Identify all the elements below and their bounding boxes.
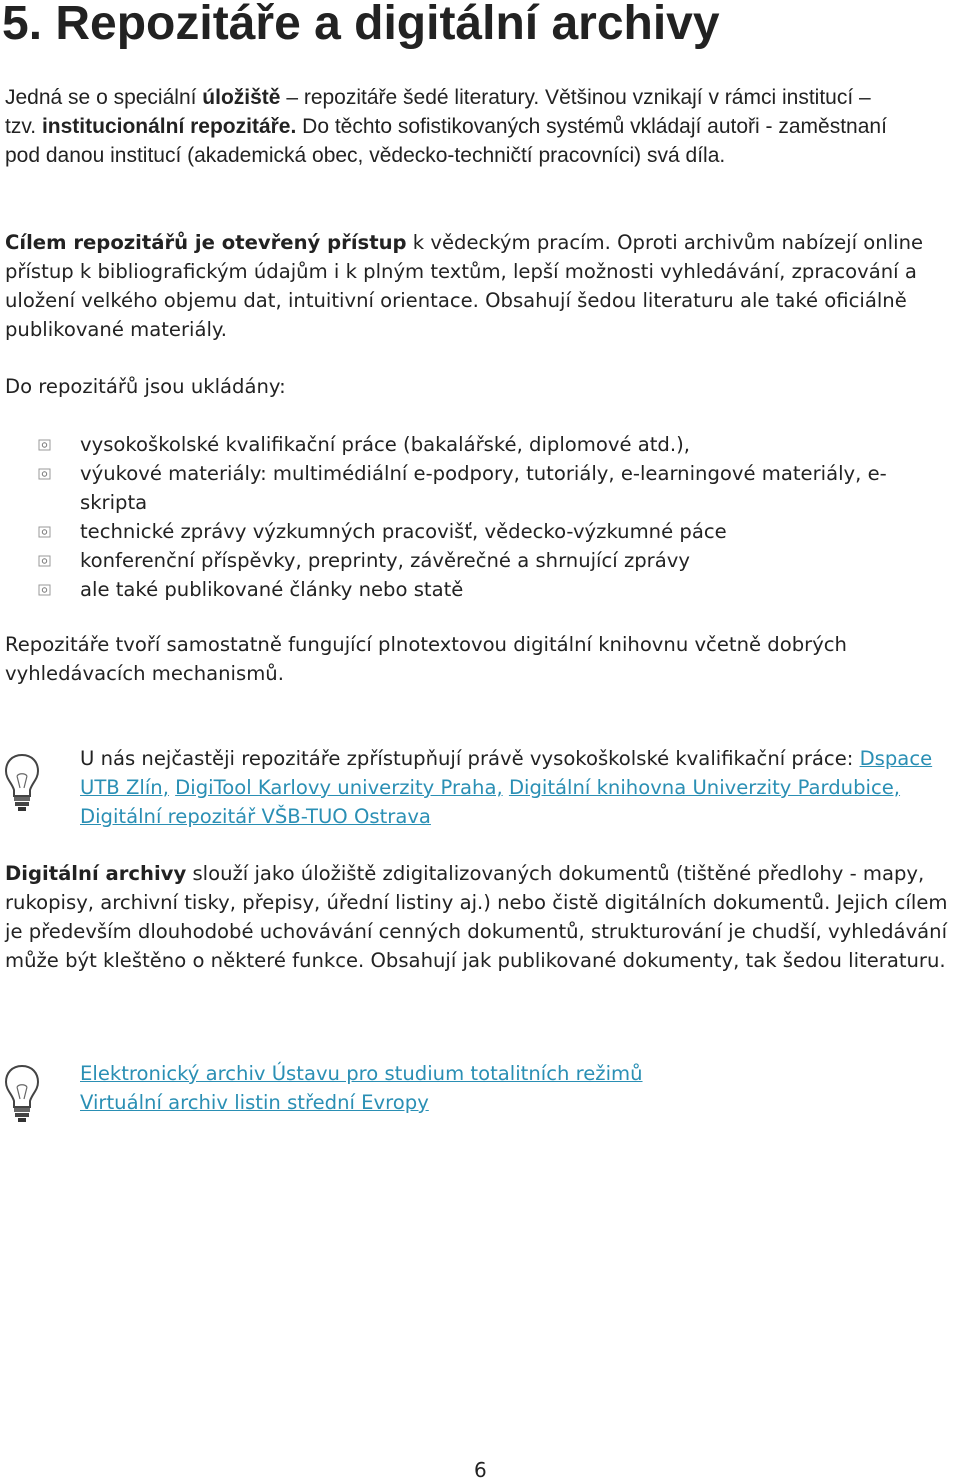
stored-items-list: [38, 430, 953, 604]
link-virtualni-archiv-listin[interactable]: Virtuální archiv listin střední Evropy: [80, 1091, 429, 1114]
list-item: výukové materiály: multimédiální e-podpory, tutoriály, e-learningové materiály, e-skripta: [38, 459, 953, 517]
lightbulb-icon: [2, 1063, 42, 1125]
list-item: technické zprávy výzkumných pracovišť, vědecko-výzkumné páce: [38, 517, 953, 546]
page-title: 5. Repozitáře a digitální archivy: [2, 0, 720, 50]
bullet-icon: [38, 438, 52, 452]
link-dspace-utb[interactable]: Dspace UTB Zlín,: [80, 747, 933, 799]
intro-paragraph: [5, 83, 905, 170]
goal-paragraph: [5, 228, 960, 344]
link-archiv-ustr[interactable]: Elektronický archiv Ústavu pro studium totalitních režimů: [80, 1062, 643, 1085]
goal-text-1: k vědeckým pracím.: [406, 231, 611, 254]
tip-university-repositories: U nás nejčastěji repozitáře zpřístupňují právě vysokoškolské kvalifikační práce: Dspace UTB Zlín, DigiTool Karlovy univerzity Praha, Digitální knihovna Univerzity Pardubice, Digitální repozitář VŠB-TUO Ostrava: [80, 747, 933, 828]
goal-bold: Cílem repozitářů je otevřený přístup: [5, 231, 407, 254]
intro-text-1: Jedná se o speciální: [5, 86, 203, 109]
repository-summary: Repozitáře tvoří samostatně fungující plnotextovou digitální knihovnu včetně dobrých vyhledávacích mechanismů.: [5, 633, 847, 685]
bullet-icon: [38, 467, 52, 481]
intro-bold-institutional: institucionální repozitáře.: [41, 115, 297, 138]
lightbulb-icon: [2, 752, 42, 814]
list-item: konferenční příspěvky, preprinty, závěrečné a shrnující zprávy: [38, 546, 953, 575]
tip-archives-links: [80, 1059, 950, 1117]
list-item: ale také publikované články nebo statě: [38, 575, 953, 604]
list-intro: Do repozitářů jsou ukládány:: [5, 375, 286, 398]
goal-text-2: Oproti archivům nabízejí online přístup k bibliografickým údajům i k plným textům, lepší možnosti vyhledávání, zpracování a uložení velkého objemu dat, intuitivní orientace. Obsahují šedou literaturu ale také oficiálně publikované materiály.: [5, 231, 924, 341]
bullet-icon: [38, 554, 52, 568]
intro-bold-storage: úložiště: [202, 86, 281, 109]
list-item: vysokoškolské kvalifikační práce (bakalářské, diplomové atd.),: [38, 430, 953, 459]
intro-text-3: Do těchto sofistikovaných systémů vkládají autoři - zaměstnaní pod danou institucí (akademická obec, vědecko-techničtí pracovníci) svá díla.: [5, 115, 887, 167]
archives-bold: Digitální archivy: [5, 862, 187, 885]
bullet-icon: [38, 525, 52, 539]
archives-paragraph: Digitální archivy slouží jako úložiště zdigitalizovaných dokumentů (tištěné předlohy - mapy, rukopisy, archivní tisky, přepisy, úřední listiny aj.) nebo čistě digitálních dokumentů. Jejich cílem je především dlouhodobé uchovávání cenných dokumentů, strukturování je chudší, vyhledávání může být kleštěno o některé funkce. Obsahují jak publikované dokumenty, tak šedou literaturu.: [5, 862, 948, 972]
link-digitalni-knihovna-pardubice[interactable]: Digitální knihovna Univerzity Pardubice,: [508, 776, 901, 799]
link-digitool-karlovy[interactable]: DigiTool Karlovy univerzity Praha,: [175, 776, 503, 799]
intro-text-2: – repozitáře šedé literatury. Většinou vznikají v rámci institucí – tzv.: [5, 86, 871, 138]
bullet-icon: [38, 583, 52, 597]
page-number: 6: [474, 1458, 487, 1482]
link-digitalni-repozitar-vsb[interactable]: Digitální repozitář VŠB-TUO Ostrava: [80, 805, 431, 828]
